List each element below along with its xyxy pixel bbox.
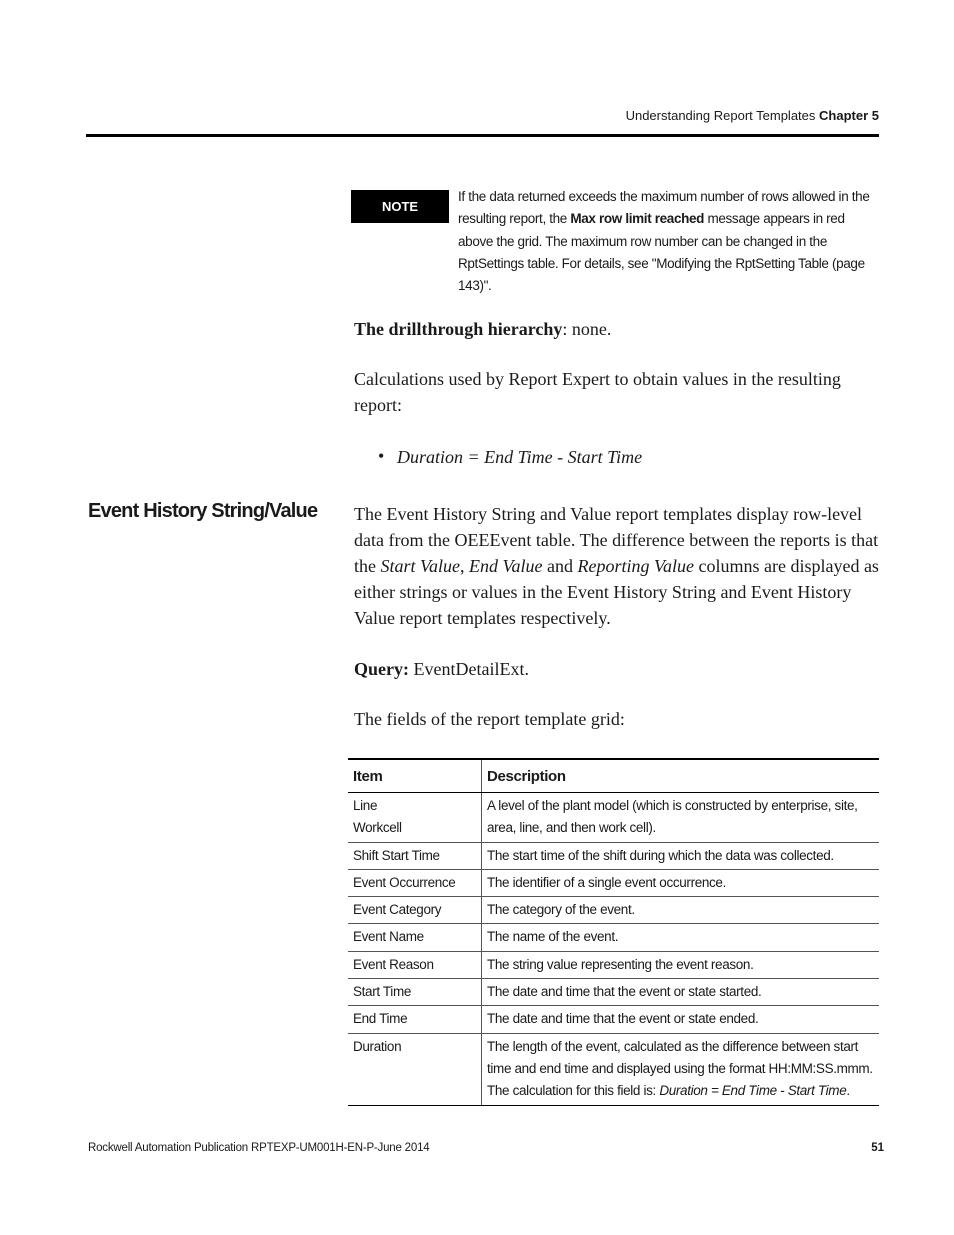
intro-em: Reporting Value <box>577 556 694 576</box>
table-row <box>348 793 879 843</box>
item-cell <box>348 924 482 951</box>
table-row <box>348 951 879 978</box>
fields-intro: The fields of the report template grid: <box>354 709 625 729</box>
item-cell <box>348 979 482 1006</box>
description-text: The string value representing the event reason. <box>487 956 754 972</box>
item-text: Shift Start Time <box>353 847 440 863</box>
intro-em: End Value <box>469 556 543 576</box>
table-row <box>348 897 879 924</box>
item-text: Workcell <box>353 820 402 836</box>
section-heading: Event History String/Value <box>88 500 318 522</box>
item-cell <box>348 793 482 843</box>
description-cell <box>482 924 880 951</box>
query-paragraph <box>354 656 884 682</box>
intro-em: Start Value <box>380 556 460 576</box>
description-text: The name of the event. <box>487 929 619 945</box>
table-row <box>348 924 879 951</box>
query-value: EventDetailExt. <box>408 659 529 679</box>
item-cell <box>348 897 482 924</box>
intro-text: The Event History String and Value report templates display row-level data from the OEEEvent table. The difference between the reports is that the <box>354 504 879 576</box>
item-cell <box>348 1006 482 1033</box>
description-formula: Duration = End Time - Start Time <box>659 1083 847 1099</box>
table-row <box>348 1006 879 1033</box>
header-rule <box>86 134 879 137</box>
calc-bullet: Duration = End Time - Start Time <box>397 447 643 467</box>
description-text: The identifier of a single event occurrence. <box>487 874 726 890</box>
running-header <box>86 108 879 128</box>
note-text-part: If the data returned exceeds the maximum number of rows allowed in the resulting report, the <box>458 189 870 227</box>
table-row <box>348 979 879 1006</box>
intro-text: , <box>460 556 469 576</box>
description-text: The date and time that the event or state started. <box>487 984 762 1000</box>
item-cell <box>348 869 482 896</box>
fields-table <box>348 758 879 1106</box>
drillthrough-paragraph <box>354 316 884 342</box>
intro-text: columns are displayed as either strings or values in the Event History String and Event History Value report templates respectively. <box>354 556 879 628</box>
item-cell <box>348 842 482 869</box>
column-header-item: Item <box>348 759 482 793</box>
description-text: The length of the event, calculated as the difference between start time and end time and displayed using the format HH:MM:SS.mmm. The calculation for this field is: <box>487 1038 873 1099</box>
table-row <box>348 1033 879 1105</box>
item-text: Event Name <box>353 929 424 945</box>
drillthrough-label: The drillthrough hierarchy <box>354 319 563 339</box>
description-cell <box>482 979 880 1006</box>
note-text <box>458 186 882 297</box>
bullet-dot: • <box>378 446 385 466</box>
table-body <box>348 793 879 1106</box>
table-row <box>348 842 879 869</box>
table-header-row <box>348 759 879 793</box>
description-cell <box>482 869 880 896</box>
item-text: Event Occurrence <box>353 874 456 890</box>
description-text: The date and time that the event or state ended. <box>487 1011 759 1027</box>
table-row <box>348 869 879 896</box>
section-intro <box>354 501 884 631</box>
column-header-description: Description <box>482 759 880 793</box>
query-label: Query: <box>354 659 409 679</box>
description-cell <box>482 1006 880 1033</box>
description-cell <box>482 842 880 869</box>
description-text: A level of the plant model (which is constructed by enterprise, site, area, line, and then work cell). <box>487 798 858 836</box>
page-number: 51 <box>871 1142 884 1154</box>
item-text: Start Time <box>353 984 412 1000</box>
note-badge: NOTE <box>351 190 449 223</box>
footer-publication: Rockwell Automation Publication RPTEXP-UM001H-EN-P-June 2014 <box>88 1142 430 1154</box>
description-cell <box>482 793 880 843</box>
drillthrough-value: : none. <box>562 319 612 339</box>
description-text: The category of the event. <box>487 902 635 918</box>
calc-intro: Calculations used by Report Expert to obtain values in the resulting report: <box>354 369 841 415</box>
note-text-part: message appears in red above the grid. The maximum row number can be changed in the RptSettings table. For details, see "Modifying the RptSetting Table (page 143)". <box>458 211 865 294</box>
item-text: Line <box>353 798 378 813</box>
item-cell <box>348 951 482 978</box>
description-cell: The length of the event, calculated as the difference between start time and end time and displayed using the format HH:MM:SS.mmm. The calculation for this field is: Duration = End Time - Start Time. <box>482 1033 880 1105</box>
description-text: The start time of the shift during which the data was collected. <box>487 847 834 863</box>
item-text: Duration <box>353 1038 402 1054</box>
item-cell <box>348 1033 482 1105</box>
item-text: End Time <box>353 1011 408 1027</box>
intro-text: and <box>542 556 578 576</box>
item-text: Event Category <box>353 902 442 918</box>
note-bold-text: Max row limit reached <box>570 211 705 227</box>
item-text: Event Reason <box>353 956 434 972</box>
description-cell <box>482 951 880 978</box>
header-title: Understanding Report Templates <box>625 108 816 123</box>
header-chapter: Chapter 5 <box>819 108 879 123</box>
description-cell <box>482 897 880 924</box>
